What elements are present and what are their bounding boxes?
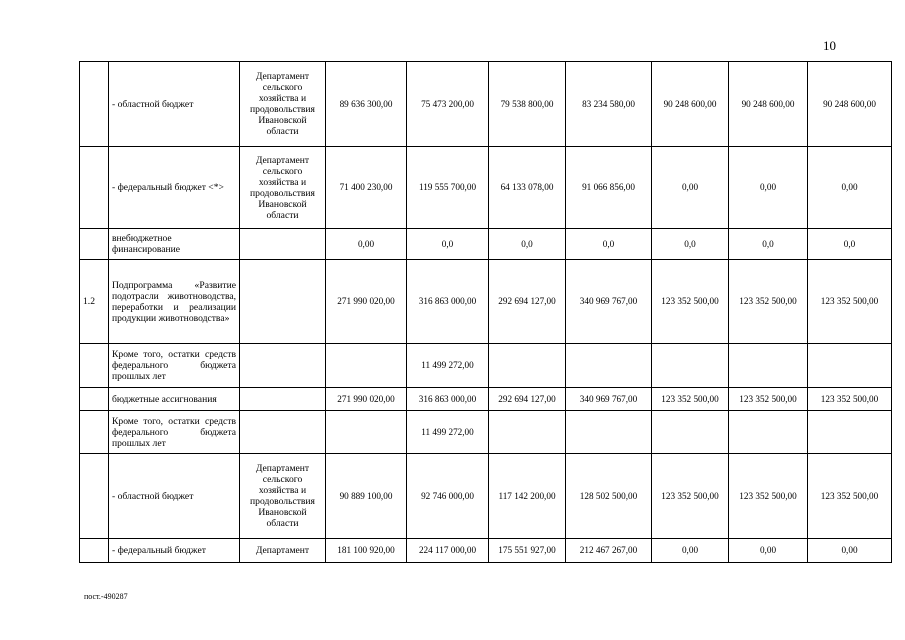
document-code: пост.-490287 bbox=[84, 592, 128, 601]
amount-cell: 0,0 bbox=[652, 229, 729, 260]
amount-cell: 271 990 020,00 bbox=[326, 260, 407, 344]
table-row bbox=[80, 411, 892, 454]
amount-cell: 271 990 020,00 bbox=[326, 388, 407, 411]
amount-cell: 0,00 bbox=[729, 147, 808, 229]
budget-table-body bbox=[80, 62, 892, 563]
funding-source-name: Кроме того, остатки средств федерального бюджета прошлых лет bbox=[109, 411, 240, 454]
amount-cell: 181 100 920,00 bbox=[326, 539, 407, 563]
amount-cell: 90 248 600,00 bbox=[808, 62, 892, 147]
amount-cell: 123 352 500,00 bbox=[729, 388, 808, 411]
row-index bbox=[80, 454, 109, 539]
funding-source-name: - областной бюджет bbox=[109, 62, 240, 147]
amount-cell: 0,00 bbox=[808, 539, 892, 563]
amount-cell: 83 234 580,00 bbox=[566, 62, 652, 147]
amount-cell: 79 538 800,00 bbox=[489, 62, 566, 147]
table-row bbox=[80, 260, 892, 344]
executor-cell bbox=[240, 411, 326, 454]
table-row bbox=[80, 454, 892, 539]
amount-cell: 0,00 bbox=[729, 539, 808, 563]
amount-cell bbox=[652, 344, 729, 388]
page-number: 10 bbox=[823, 38, 836, 53]
amount-cell bbox=[326, 411, 407, 454]
executor-cell: Департамент bbox=[240, 539, 326, 563]
table-row bbox=[80, 344, 892, 388]
amount-cell bbox=[566, 411, 652, 454]
amount-cell bbox=[652, 411, 729, 454]
executor-cell: Департамент сельского хозяйства и продовольствия Ивановской области bbox=[240, 62, 326, 147]
amount-cell: 0,00 bbox=[808, 147, 892, 229]
row-index bbox=[80, 411, 109, 454]
amount-cell: 89 636 300,00 bbox=[326, 62, 407, 147]
amount-cell: 0,0 bbox=[407, 229, 489, 260]
amount-cell: 117 142 200,00 bbox=[489, 454, 566, 539]
table-row bbox=[80, 147, 892, 229]
row-index bbox=[80, 229, 109, 260]
table-row bbox=[80, 229, 892, 260]
amount-cell: 0,0 bbox=[489, 229, 566, 260]
amount-cell: 292 694 127,00 bbox=[489, 388, 566, 411]
amount-cell: 123 352 500,00 bbox=[652, 260, 729, 344]
amount-cell bbox=[489, 411, 566, 454]
amount-cell bbox=[489, 344, 566, 388]
amount-cell bbox=[326, 344, 407, 388]
amount-cell: 75 473 200,00 bbox=[407, 62, 489, 147]
table-row bbox=[80, 539, 892, 563]
amount-cell: 91 066 856,00 bbox=[566, 147, 652, 229]
executor-cell: Департамент сельского хозяйства и продовольствия Ивановской области bbox=[240, 454, 326, 539]
amount-cell: 123 352 500,00 bbox=[729, 454, 808, 539]
amount-cell: 123 352 500,00 bbox=[808, 388, 892, 411]
amount-cell: 0,00 bbox=[652, 147, 729, 229]
amount-cell bbox=[566, 344, 652, 388]
row-index bbox=[80, 62, 109, 147]
executor-cell: Департамент сельского хозяйства и продовольствия Ивановской области bbox=[240, 147, 326, 229]
amount-cell bbox=[729, 411, 808, 454]
amount-cell: 212 467 267,00 bbox=[566, 539, 652, 563]
table-row bbox=[80, 62, 892, 147]
amount-cell: 316 863 000,00 bbox=[407, 388, 489, 411]
amount-cell: 224 117 000,00 bbox=[407, 539, 489, 563]
amount-cell bbox=[808, 411, 892, 454]
executor-cell bbox=[240, 388, 326, 411]
executor-cell bbox=[240, 344, 326, 388]
amount-cell: 0,0 bbox=[729, 229, 808, 260]
table-row bbox=[80, 388, 892, 411]
amount-cell: 11 499 272,00 bbox=[407, 411, 489, 454]
amount-cell: 0,0 bbox=[808, 229, 892, 260]
amount-cell: 292 694 127,00 bbox=[489, 260, 566, 344]
amount-cell: 92 746 000,00 bbox=[407, 454, 489, 539]
amount-cell: 11 499 272,00 bbox=[407, 344, 489, 388]
amount-cell: 0,00 bbox=[652, 539, 729, 563]
funding-source-name: - федеральный бюджет <*> bbox=[109, 147, 240, 229]
amount-cell: 123 352 500,00 bbox=[652, 388, 729, 411]
budget-table bbox=[79, 61, 892, 563]
executor-cell bbox=[240, 229, 326, 260]
funding-source-name: бюджетные ассигнования bbox=[109, 388, 240, 411]
amount-cell: 128 502 500,00 bbox=[566, 454, 652, 539]
amount-cell: 123 352 500,00 bbox=[652, 454, 729, 539]
amount-cell: 90 889 100,00 bbox=[326, 454, 407, 539]
amount-cell: 175 551 927,00 bbox=[489, 539, 566, 563]
amount-cell: 340 969 767,00 bbox=[566, 388, 652, 411]
funding-source-name: - областной бюджет bbox=[109, 454, 240, 539]
amount-cell: 64 133 078,00 bbox=[489, 147, 566, 229]
funding-source-name: Кроме того, остатки средств федерального бюджета прошлых лет bbox=[109, 344, 240, 388]
amount-cell: 0,00 bbox=[326, 229, 407, 260]
executor-cell bbox=[240, 260, 326, 344]
amount-cell: 316 863 000,00 bbox=[407, 260, 489, 344]
funding-source-name: Подпрограмма «Развитие подотрасли животноводства, переработки и реализации продукции животноводства» bbox=[109, 260, 240, 344]
row-index bbox=[80, 147, 109, 229]
row-index: 1.2 bbox=[80, 260, 109, 344]
amount-cell: 123 352 500,00 bbox=[808, 454, 892, 539]
row-index bbox=[80, 539, 109, 563]
funding-source-name: - федеральный бюджет bbox=[109, 539, 240, 563]
amount-cell: 119 555 700,00 bbox=[407, 147, 489, 229]
amount-cell bbox=[808, 344, 892, 388]
amount-cell: 90 248 600,00 bbox=[652, 62, 729, 147]
amount-cell: 340 969 767,00 bbox=[566, 260, 652, 344]
amount-cell: 123 352 500,00 bbox=[729, 260, 808, 344]
row-index bbox=[80, 344, 109, 388]
amount-cell: 0,0 bbox=[566, 229, 652, 260]
row-index bbox=[80, 388, 109, 411]
amount-cell bbox=[729, 344, 808, 388]
amount-cell: 123 352 500,00 bbox=[808, 260, 892, 344]
funding-source-name: внебюджетное финансирование bbox=[109, 229, 240, 260]
amount-cell: 90 248 600,00 bbox=[729, 62, 808, 147]
amount-cell: 71 400 230,00 bbox=[326, 147, 407, 229]
